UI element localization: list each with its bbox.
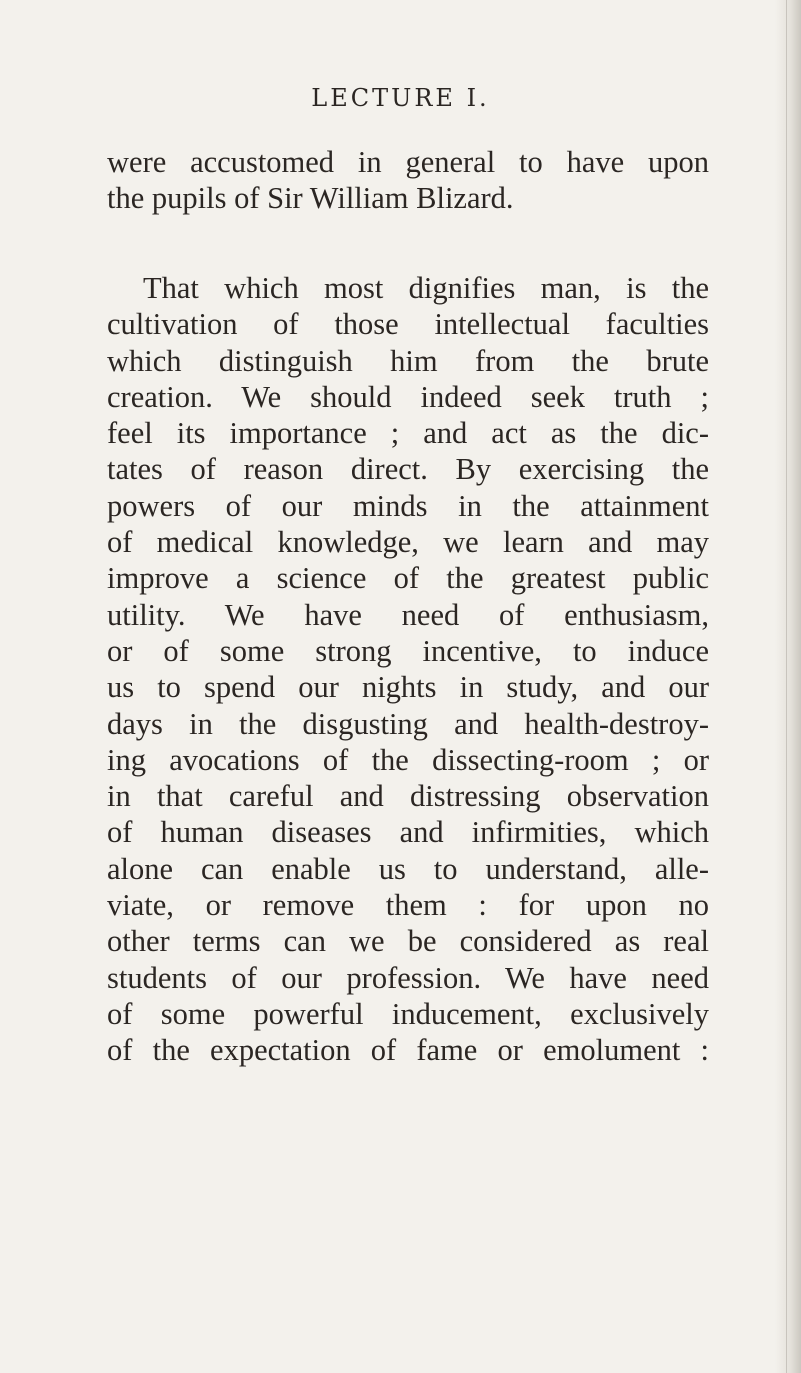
text-line: tates of reason direct. By exercising the xyxy=(107,452,709,487)
text-line: the pupils of Sir William Blizard. xyxy=(107,181,514,216)
text-line: other terms can we be considered as real xyxy=(107,924,709,959)
text-line: or of some strong incentive, to induce xyxy=(107,633,709,668)
page-edge-line xyxy=(786,0,787,1373)
running-head: LECTURE I. xyxy=(311,84,490,112)
text-line: creation. We should indeed seek truth ; xyxy=(107,379,709,414)
text-line: ing avocations of the dissecting-room ; or xyxy=(107,742,709,777)
text-line: students of our profession. We have need xyxy=(107,960,709,995)
text-line: alone can enable us to understand, alle- xyxy=(107,851,709,886)
text-line: utility. We have need of enthusiasm, xyxy=(107,597,709,632)
text-line: powers of our minds in the attainment xyxy=(107,488,709,523)
text-line: of medical knowledge, we learn and may xyxy=(107,525,709,560)
text-line: us to spend our nights in study, and our xyxy=(107,670,709,705)
text-line: cultivation of those intellectual faculties xyxy=(107,307,709,342)
paragraph-2 xyxy=(107,270,709,1069)
text-line: viate, or remove them : for upon no xyxy=(107,888,709,923)
text-line: of the expectation of fame or emolument : xyxy=(107,1033,709,1068)
text-line: feel its importance ; and act as the dic- xyxy=(107,416,709,451)
paragraph-1 xyxy=(107,144,709,217)
text-line: in that careful and distressing observation xyxy=(107,779,709,814)
text-line: improve a science of the greatest public xyxy=(107,561,709,596)
page-edge-shadow xyxy=(775,0,801,1373)
text-line: which distinguish him from the brute xyxy=(107,343,709,378)
text-line: were accustomed in general to have upon xyxy=(107,145,709,179)
text-line: of human diseases and infirmities, which xyxy=(107,815,709,850)
text-line: days in the disgusting and health-destroy- xyxy=(107,706,709,741)
text-line: That which most dignifies man, is the xyxy=(143,271,709,305)
text-line: of some powerful inducement, exclusively xyxy=(107,996,709,1031)
